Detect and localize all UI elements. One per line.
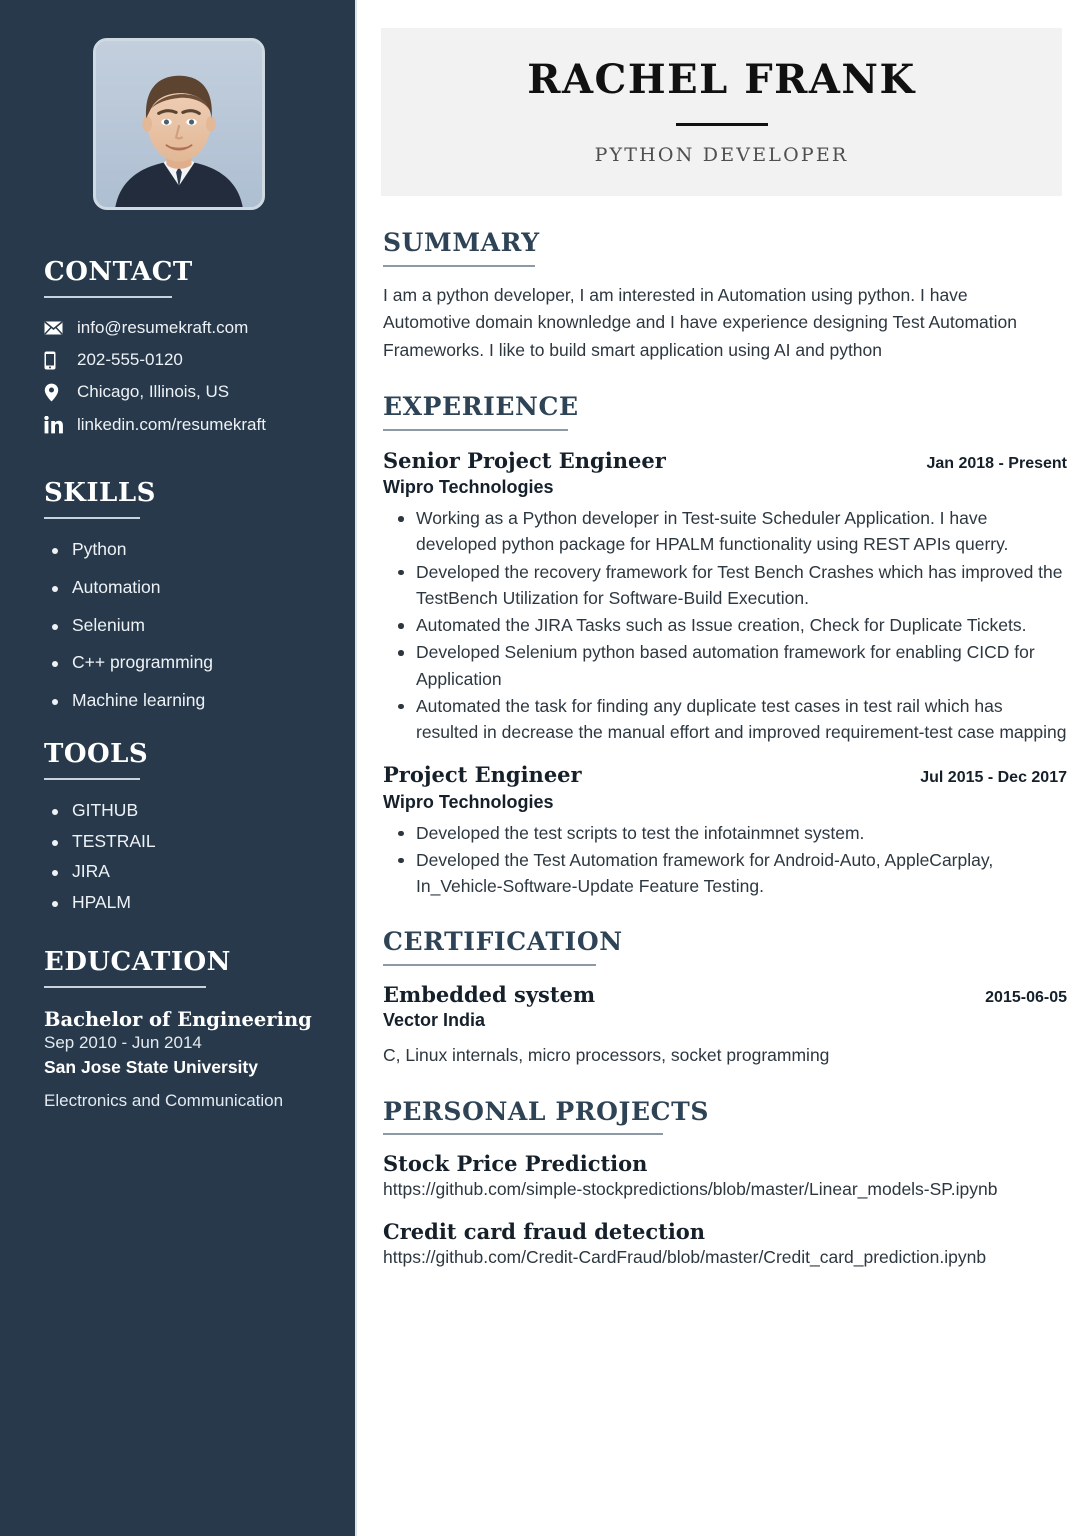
experience-entry [383,448,1067,746]
contact-item-linkedin[interactable] [44,415,315,435]
list-item: Developed the test scripts to test the infotainmnet system. [383,820,1067,846]
education-heading-rule [44,986,206,988]
education-school: San Jose State University [44,1057,258,1078]
list-item: Developed Selenium python based automation framework for enabling CICD for Application [383,639,1067,692]
mobile-phone-icon [44,351,68,370]
section-certification [383,928,1067,1068]
sidebar-section-skills [0,479,357,712]
section-personal-projects [383,1098,1067,1271]
list-item: Developed the Test Automation framework for Android-Auto, AppleCarplay, In_Vehicle-Software-Update Feature Testing. [383,847,1067,900]
certification-heading-rule [383,964,596,966]
tools-heading-rule [44,778,140,780]
experience-company: Wipro Technologies [383,791,554,812]
experience-company: Wipro Technologies [383,477,554,498]
certification-date: 2015-06-05 [985,988,1067,1006]
list-item: TESTRAIL [44,831,315,853]
projects-heading-rule [383,1133,663,1135]
summary-text: I am a python developer, I am interested in Automation using python. I have Automotive domain knownledge and I have experience designing Test Automation Frameworks. I like to build smart application using AI and python [383,284,1017,360]
skills-list [44,539,315,712]
contact-location-value: Chicago, Illinois, US [77,382,230,402]
experience-heading-rule [383,429,568,431]
list-item: Developed the recovery framework for Test Bench Crashes which has improved the TestBench Utilization for Software-Build Execution. [383,559,1067,612]
education-degree: Bachelor of Engineering [44,1007,312,1031]
sidebar [0,0,357,1536]
education-field: Electronics and Communication [44,1090,284,1110]
experience-role: Project Engineer [383,762,582,788]
certification-entry [383,982,1067,1069]
summary-heading-rule [383,265,535,267]
contact-heading-rule [44,296,172,298]
avatar [93,38,265,210]
summary-heading: SUMMARY [383,228,540,257]
project-name: Stock Price Prediction [383,1151,648,1177]
experience-heading: EXPERIENCE [383,392,579,422]
contact-email-value: info@resumekraft.com [77,317,249,337]
project-url[interactable]: https://github.com/simple-stockpredictions/blob/master/Linear_models-SP.ipynb [383,1179,998,1200]
contact-linkedin-value: linkedin.com/resumekraft [77,414,266,434]
section-experience [383,393,1067,899]
profile-photo-icon [96,41,262,207]
job-title-subtitle: PYTHON DEVELOPER [594,144,849,166]
envelope-icon [44,321,68,335]
main-content [357,0,1085,1536]
certification-heading: CERTIFICATION [383,927,623,957]
section-summary [383,229,1067,364]
name-divider [676,123,768,126]
list-item: C++ programming [44,652,315,674]
experience-title-row [383,448,1067,473]
sidebar-section-education [0,948,357,1112]
skills-heading-rule [44,517,140,519]
contact-list [44,318,315,436]
experience-bullets [383,820,1067,900]
certification-description: C, Linux internals, micro processors, socket programming [383,1045,830,1066]
project-name: Credit card fraud detection [383,1218,706,1244]
experience-title-row [383,762,1067,787]
contact-item-phone[interactable] [44,350,315,370]
linkedin-icon [44,416,68,434]
experience-date: Jan 2018 - Present [926,454,1067,472]
page-title: RACHEL FRANK [527,56,916,103]
main-body [357,229,1085,1270]
certification-title-row [383,982,1067,1007]
education-entry [44,1008,315,1112]
skills-heading: SKILLS [44,478,156,509]
projects-heading: PERSONAL PROJECTS [383,1096,709,1126]
list-item: Automated the task for finding any duplicate test cases in test rail which has resulted in decrease the manual effort and improved requirement-test case mapping [383,693,1067,746]
contact-heading: CONTACT [44,257,193,287]
experience-bullets [383,505,1067,745]
experience-role: Senior Project Engineer [383,447,666,473]
tools-heading: TOOLS [44,739,149,770]
contact-phone-value: 202-555-0120 [77,349,183,369]
sidebar-section-tools [0,740,357,914]
contact-item-location[interactable] [44,382,315,402]
contact-item-email[interactable] [44,318,315,338]
sidebar-section-contact [0,258,357,435]
location-pin-icon [44,383,68,402]
list-item: Python [44,539,315,561]
project-url[interactable]: https://github.com/Credit-CardFraud/blob/master/Credit_card_prediction.ipynb [383,1246,987,1267]
education-dates: Sep 2010 - Jun 2014 [44,1033,202,1053]
resume-header-band [381,28,1062,196]
certification-name: Embedded system [383,981,596,1007]
project-entry [383,1219,1067,1271]
list-item: Selenium [44,615,315,637]
list-item: Automated the JIRA Tasks such as Issue creation, Check for Duplicate Tickets. [383,612,1067,638]
list-item: Working as a Python developer in Test-suite Scheduler Application. I have developed python package for HPALM functionality using REST APIs querry. [383,505,1067,558]
experience-entry [383,762,1067,899]
certification-organization: Vector India [383,1010,486,1031]
education-heading: EDUCATION [44,947,231,978]
list-item: HPALM [44,892,315,914]
list-item: Automation [44,577,315,599]
experience-date: Jul 2015 - Dec 2017 [920,769,1067,787]
list-item: JIRA [44,861,315,883]
tools-list [44,800,315,915]
project-entry [383,1151,1067,1203]
list-item: GITHUB [44,800,315,822]
list-item: Machine learning [44,690,315,712]
